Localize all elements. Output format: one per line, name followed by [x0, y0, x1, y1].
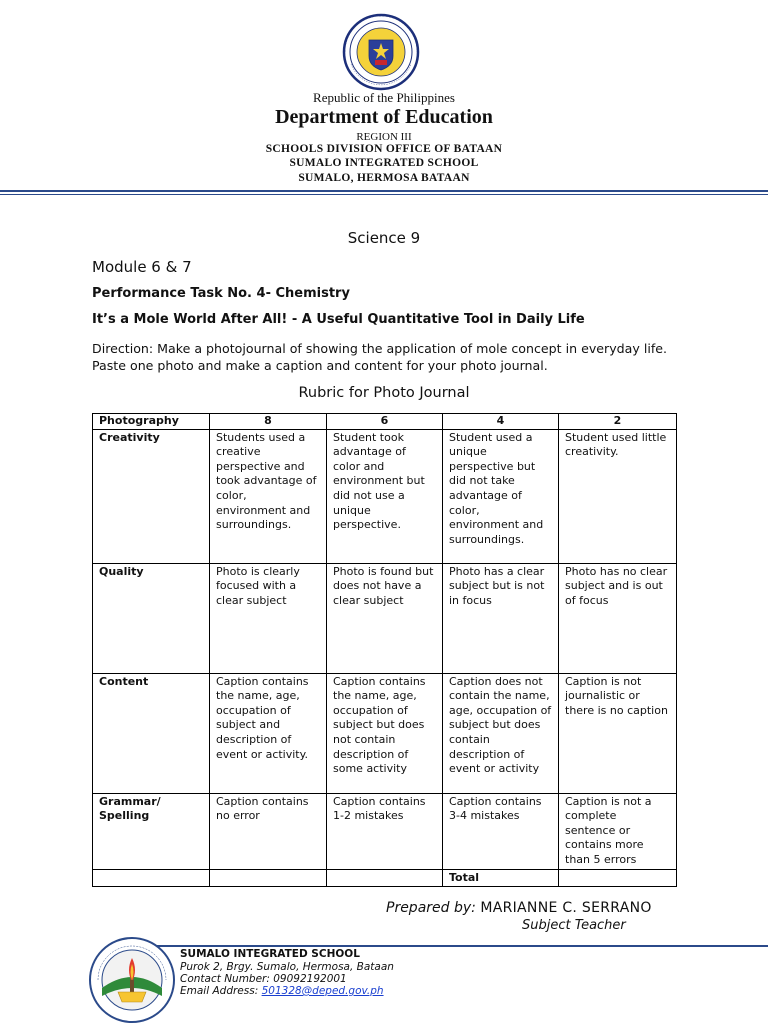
total-row — [93, 869, 677, 887]
header-school: SUMALO INTEGRATED SCHOOL — [289, 157, 479, 169]
email-link[interactable]: 501328@deped.gov.ph — [261, 985, 384, 997]
teacher-role: Subject Teacher — [522, 918, 626, 933]
total-label: Total — [443, 869, 559, 887]
header-divider-thin — [0, 194, 768, 195]
footer-address: Purok 2, Brgy. Sumalo, Hermosa, Bataan — [180, 961, 394, 973]
table-header-cell: Photography — [93, 414, 210, 430]
table-cell: Caption contains 1-2 mistakes — [327, 793, 443, 869]
footer-school-name: SUMALO INTEGRATED SCHOOL — [180, 948, 360, 960]
header-address: SUMALO, HERMOSA BATAAN — [298, 172, 470, 184]
table-cell: Students used a creative perspective and took advantage of color, environment and surroundings. — [210, 429, 327, 563]
table-cell: Caption does not contain the name, age, occupation of subject but does contain description of event or activity — [443, 673, 559, 793]
table-cell: Student used a unique perspective but did not take advantage of color, environment and surroundings. — [443, 429, 559, 563]
table-cell: Photo is clearly focused with a clear subject — [210, 563, 327, 673]
prepared-by — [386, 900, 652, 916]
school-logo — [88, 936, 176, 1024]
table-cell: Caption contains the name, age, occupation of subject and description of event or activity. — [210, 673, 327, 793]
table-header-cell: 6 — [327, 414, 443, 430]
footer-contact — [180, 973, 347, 986]
table-cell: Photo has a clear subject but is not in focus — [443, 563, 559, 673]
contact-label: Contact Number: — [180, 973, 270, 985]
criterion-cell: Content — [93, 673, 210, 793]
task-title: It’s a Mole World After All! - A Useful Quantitative Tool in Daily Life — [92, 312, 585, 327]
prepared-label: Prepared by: — [386, 900, 476, 916]
footer-divider — [108, 945, 768, 947]
table-cell: Student took advantage of color and environment but did not use a unique perspective. — [327, 429, 443, 563]
criterion-cell: Grammar/ Spelling — [93, 793, 210, 869]
table-cell: Caption is not a complete sentence or contains more than 5 errors — [559, 793, 677, 869]
table-row — [93, 793, 677, 869]
table-header-cell: 2 — [559, 414, 677, 430]
table-cell: Caption contains the name, age, occupation of subject but does not contain description of some activity — [327, 673, 443, 793]
email-label: Email Address: — [180, 985, 259, 997]
rubric-table — [92, 413, 677, 887]
table-header-cell: 8 — [210, 414, 327, 430]
contact-number: 09092192001 — [273, 973, 347, 985]
table-cell-empty — [93, 869, 210, 887]
header-department: Department of Education — [275, 106, 493, 128]
table-cell: Photo has no clear subject and is out of focus — [559, 563, 677, 673]
table-cell-empty — [210, 869, 327, 887]
table-cell: Student used little creativity. — [559, 429, 677, 563]
table-row — [93, 673, 677, 793]
header-division: SCHOOLS DIVISION OFFICE OF BATAAN — [265, 143, 503, 155]
table-row — [93, 429, 677, 563]
direction-text: Direction: Make a photojournal of showing the application of mole concept in everyday life. Paste one photo and make a caption and content for your photo journal. — [92, 341, 668, 373]
deped-seal-logo — [331, 12, 431, 92]
subject-title: Science 9 — [347, 229, 421, 247]
table-header-row — [93, 414, 677, 430]
table-cell: Caption is not journalistic or there is no caption — [559, 673, 677, 793]
table-cell: Caption contains no error — [210, 793, 327, 869]
total-value-cell — [559, 869, 677, 887]
criterion-cell: Quality — [93, 563, 210, 673]
table-cell: Caption contains 3-4 mistakes — [443, 793, 559, 869]
task-label: Performance Task No. 4- Chemistry — [92, 286, 350, 301]
table-cell: Photo is found but does not have a clear subject — [327, 563, 443, 673]
table-cell-empty — [327, 869, 443, 887]
table-header-cell: 4 — [443, 414, 559, 430]
teacher-name: MARIANNE C. SERRANO — [480, 900, 652, 916]
module-label: Module 6 & 7 — [92, 258, 192, 276]
criterion-cell: Creativity — [93, 429, 210, 563]
header-region: REGION III — [356, 131, 412, 143]
header-divider — [0, 190, 768, 192]
table-row — [93, 563, 677, 673]
header-republic: Republic of the Philippines — [313, 90, 455, 105]
rubric-title: Rubric for Photo Journal — [298, 385, 470, 401]
footer-email — [180, 985, 384, 998]
